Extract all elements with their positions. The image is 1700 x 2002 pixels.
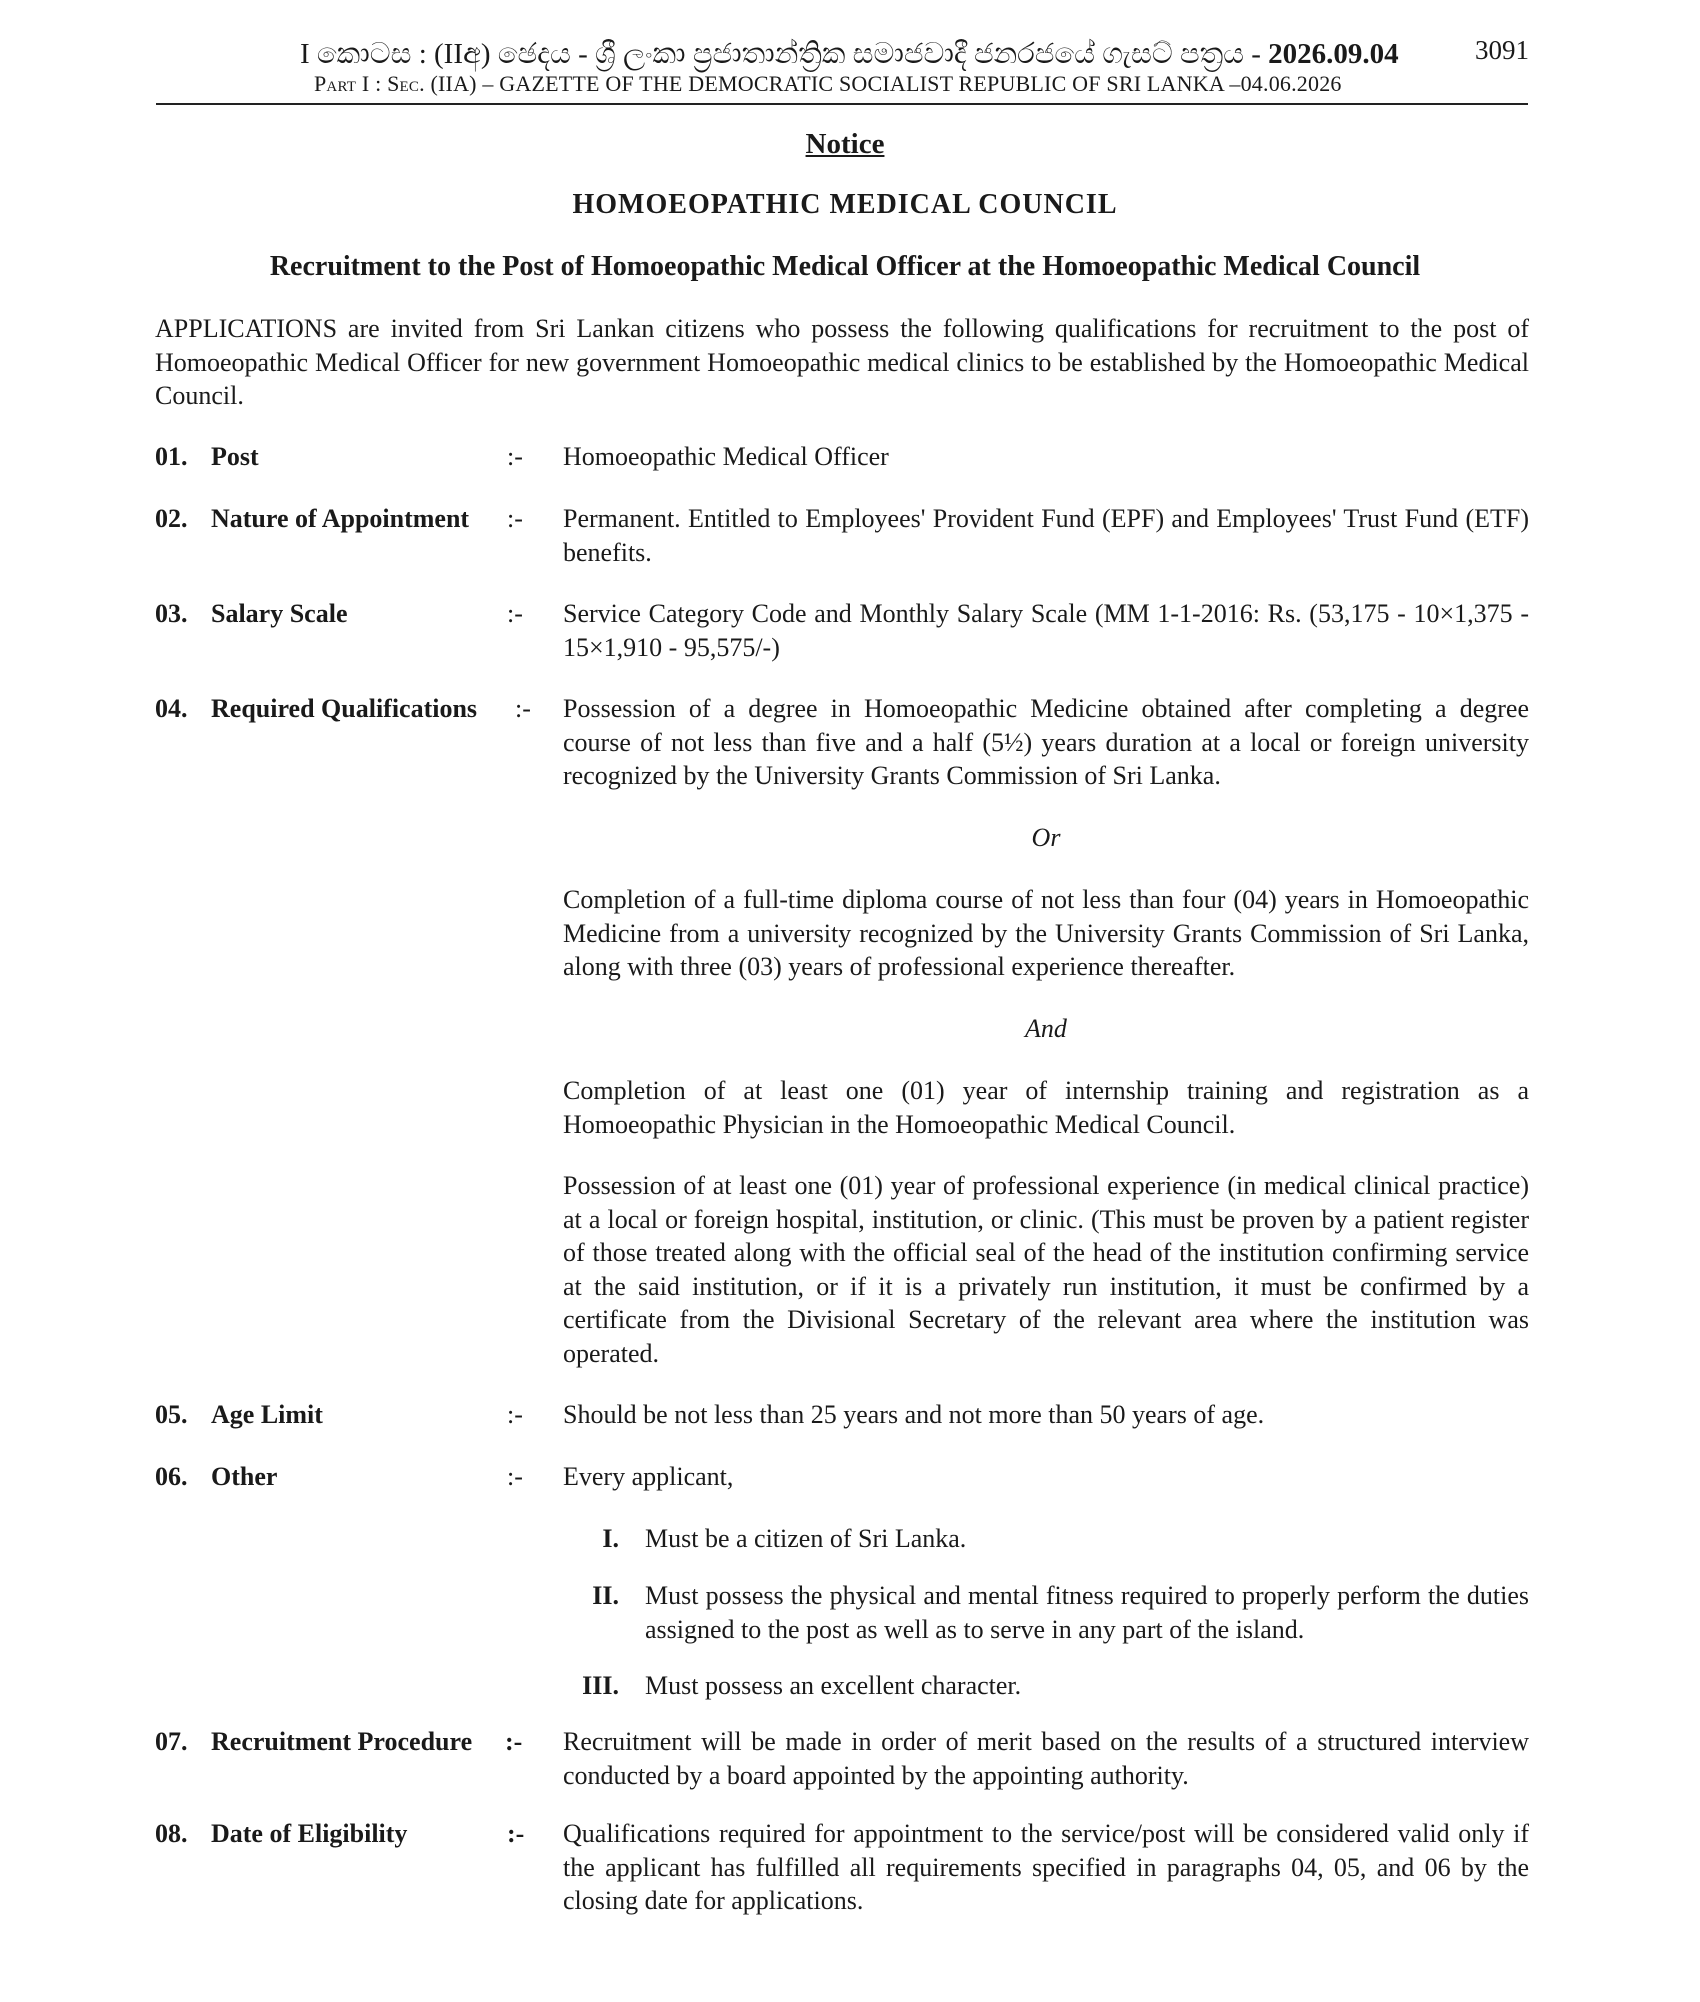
item-separator: :-: [515, 694, 531, 723]
item-separator: :-: [507, 1462, 523, 1491]
requirement-numeral: I.: [602, 1524, 619, 1553]
item-number: 01.: [155, 442, 188, 471]
internship-qualification: Completion of at least one (01) year of internship training and registration as a Homoeopathic Physician in the Homoeopathic Medical Council.: [563, 1076, 1529, 1139]
requirement-text: Must be a citizen of Sri Lanka.: [645, 1524, 967, 1553]
header-divider: [156, 103, 1528, 105]
item-value: Possession of a degree in Homoeopathic Medicine obtained after completing a degree course of not less than five and a half (5½) years duration at a local or foreign university recognized by the University Grants Commission of Sri Lanka.: [563, 694, 1529, 790]
council-heading: HOMOEOPATHIC MEDICAL COUNCIL: [572, 189, 1118, 220]
or-conjunction: Or: [1031, 823, 1061, 852]
item-value: Every applicant,: [563, 1462, 734, 1491]
item-number: 03.: [155, 599, 188, 628]
requirement-text: Must possess an excellent character.: [645, 1671, 1022, 1700]
requirement-text: Must possess the physical and mental fitness required to properly perform the duties assigned to the post as well as to serve in any part of the island.: [645, 1581, 1529, 1644]
item-number: 02.: [155, 504, 188, 533]
item-value: Permanent. Entitled to Employees' Provident Fund (EPF) and Employees' Trust Fund (ETF) benefits.: [563, 504, 1529, 567]
item-number: 06.: [155, 1462, 188, 1491]
item-label: Recruitment Procedure: [211, 1727, 473, 1756]
english-header: [314, 70, 1414, 98]
item-number: 07.: [155, 1727, 188, 1756]
item-label: Post: [211, 442, 259, 471]
recruitment-title: Recruitment to the Post of Homoeopathic Medical Officer at the Homoeopathic Medical Council: [269, 251, 1421, 282]
item-value: Recruitment will be made in order of merit based on the results of a structured interview conducted by a board appointed by the appointing authority.: [563, 1727, 1529, 1790]
item-label: Required Qualifications: [211, 694, 478, 723]
sinhala-header: [300, 36, 1400, 72]
item-label: Age Limit: [211, 1400, 323, 1429]
item-separator: :-: [507, 1400, 523, 1429]
experience-qualification: Possession of at least one (01) year of professional experience (in medical clinical practice) at a local or foreign hospital, institution, or clinic. (This must be proven by a patient register of those treated along with the official seal of the head of the institution confirming service at the said institution, or if it is a privately run institution, it must be confirmed by a certificate from the Divisional Secretary of the relevant area where the institution was operated.: [563, 1171, 1529, 1368]
notice-heading: Notice: [805, 128, 885, 160]
sinhala-header-text: I කොටස : (IIඅ) ඡෙදය - ශ්‍රී ලංකා ප්‍රජාතාන්ත්‍රික සමාජවාදී ජනරජයේ ගැසට් පත්‍රය -: [300, 38, 1269, 70]
item-separator: :-: [507, 1819, 525, 1848]
item-label: Nature of Appointment: [211, 504, 470, 533]
item-number: 05.: [155, 1400, 188, 1429]
item-separator: :-: [505, 1727, 523, 1756]
part-number: I :: [356, 71, 388, 96]
english-header-text: (IIA) – GAZETTE OF THE DEMOCRATIC SOCIALIST REPUBLIC OF SRI LANKA –04.06.2026: [424, 71, 1342, 96]
and-conjunction: And: [1025, 1014, 1067, 1043]
sinhala-header-date: 2026.09.04: [1268, 38, 1399, 70]
sec-label: Sec.: [387, 71, 425, 96]
item-number: 08.: [155, 1819, 188, 1848]
item-value: Service Category Code and Monthly Salary Scale (MM 1-1-2016: Rs. (53,175 - 10×1,375 - 15×1,910 - 95,575/-): [563, 599, 1529, 662]
item-separator: :-: [507, 442, 523, 471]
requirement-numeral: II.: [592, 1581, 619, 1610]
part-label: Part: [314, 71, 357, 96]
item-separator: :-: [507, 599, 523, 628]
diploma-qualification: Completion of a full-time diploma course of not less than four (04) years in Homoeopathic Medicine from a university recognized by the University Grants Commission of Sri Lanka, along with three (03) years of professional experience thereafter.: [563, 885, 1529, 981]
item-value: Qualifications required for appointment to the service/post will be considered valid only if the applicant has fulfilled all requirements specified in paragraphs 04, 05, and 06 by the closing date for applications.: [563, 1819, 1529, 1915]
item-value: Should be not less than 25 years and not more than 50 years of age.: [563, 1400, 1265, 1429]
item-label: Other: [211, 1462, 278, 1491]
item-separator: :-: [507, 504, 523, 533]
item-label: Date of Eligibility: [211, 1819, 408, 1848]
item-number: 04.: [155, 694, 188, 723]
item-label: Salary Scale: [211, 599, 348, 628]
requirement-numeral: III.: [582, 1671, 619, 1700]
item-value: Homoeopathic Medical Officer: [563, 442, 889, 471]
intro-paragraph: APPLICATIONS are invited from Sri Lankan citizens who possess the following qualifications for recruitment to the post of Homoeopathic Medical Officer for new government Homoeopathic medical clinics to be established by the Homoeopathic Medical Council.: [155, 314, 1529, 410]
page-number: 3091: [1475, 35, 1529, 65]
